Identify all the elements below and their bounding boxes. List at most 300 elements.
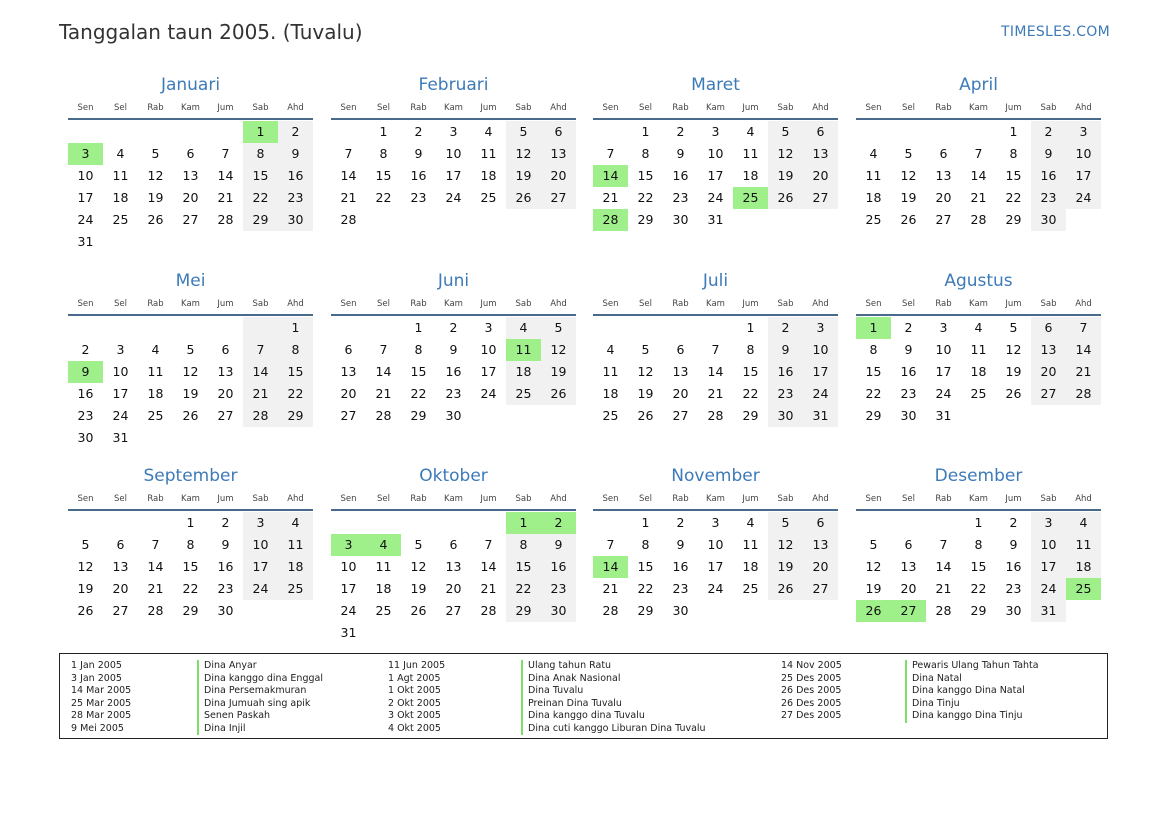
holiday-name: Preinan Dina Tuvalu bbox=[521, 698, 706, 711]
day-cell: 13 bbox=[340, 364, 357, 379]
day-cell: 18 bbox=[147, 386, 164, 401]
day-cell: 27 bbox=[803, 578, 838, 600]
day-cell: 16 bbox=[445, 364, 462, 379]
holiday-day: 4 bbox=[366, 534, 401, 556]
days-grid bbox=[856, 121, 1101, 231]
day-cell: 20 bbox=[803, 556, 838, 578]
day-cell: 9 bbox=[541, 534, 576, 556]
day-cell: 31 bbox=[340, 625, 357, 640]
empty-cell bbox=[138, 317, 173, 339]
weekday-label: Sel bbox=[377, 299, 390, 309]
day-cell: 28 bbox=[243, 405, 278, 427]
weekday-label: Sel bbox=[114, 103, 127, 113]
holiday-date: 3 Okt 2005 bbox=[388, 710, 441, 721]
day-cell: 15 bbox=[506, 556, 541, 578]
empty-cell bbox=[331, 512, 366, 534]
day-cell: 8 bbox=[641, 537, 650, 552]
weekday-label: Rab bbox=[935, 494, 952, 504]
month-divider bbox=[331, 509, 576, 511]
month-divider bbox=[68, 509, 313, 511]
holiday-name: Dina Jumuah sing apik bbox=[197, 698, 323, 711]
month-name: Mei bbox=[175, 271, 206, 291]
day-cell: 10 bbox=[1066, 143, 1101, 165]
day-cell: 25 bbox=[112, 212, 129, 227]
day-cell: 5 bbox=[541, 317, 576, 339]
day-cell: 19 bbox=[147, 190, 164, 205]
day-cell: 18 bbox=[742, 559, 759, 574]
day-cell: 26 bbox=[410, 603, 427, 618]
weekday-label: Rab bbox=[672, 494, 689, 504]
weekday-label: Rab bbox=[410, 494, 427, 504]
holiday-day: 26 bbox=[856, 600, 891, 622]
weekday-label: Kam bbox=[706, 494, 725, 504]
day-cell: 23 bbox=[768, 383, 803, 405]
month-juli bbox=[593, 269, 838, 427]
day-cell: 19 bbox=[637, 386, 654, 401]
holiday-day: 3 bbox=[68, 143, 103, 165]
day-cell: 20 bbox=[900, 581, 917, 596]
weekday-label: Jum bbox=[742, 299, 759, 309]
day-cell: 15 bbox=[637, 559, 654, 574]
day-cell: 30 bbox=[900, 408, 917, 423]
weekday-label: Ahd bbox=[287, 103, 304, 113]
month-divider bbox=[593, 314, 838, 316]
weekday-label: Sel bbox=[902, 103, 915, 113]
day-cell: 9 bbox=[1009, 537, 1018, 552]
day-cell: 19 bbox=[182, 386, 199, 401]
holiday-date: 27 Des 2005 bbox=[781, 710, 842, 721]
empty-cell bbox=[208, 121, 243, 143]
day-cell: 6 bbox=[344, 342, 353, 357]
day-cell: 19 bbox=[768, 165, 803, 187]
page-title: Tanggalan taun 2005. (Tuvalu) bbox=[59, 20, 363, 44]
holiday-name: Dina kanggo Dina Tinju bbox=[905, 710, 1039, 723]
day-cell: 12 bbox=[506, 143, 541, 165]
day-cell: 1 bbox=[278, 317, 313, 339]
day-cell: 30 bbox=[672, 212, 689, 227]
day-cell: 20 bbox=[672, 386, 689, 401]
day-cell: 12 bbox=[768, 143, 803, 165]
holiday-date: 14 Nov 2005 bbox=[781, 660, 842, 671]
month-divider bbox=[593, 118, 838, 120]
day-cell: 7 bbox=[939, 537, 948, 552]
empty-cell bbox=[331, 317, 366, 339]
day-cell: 22 bbox=[970, 581, 987, 596]
day-cell: 22 bbox=[278, 383, 313, 405]
weekday-label: Sel bbox=[114, 494, 127, 504]
holiday-legend bbox=[59, 653, 1108, 739]
day-cell: 21 bbox=[935, 581, 952, 596]
day-cell: 19 bbox=[900, 190, 917, 205]
day-cell: 13 bbox=[217, 364, 234, 379]
holiday-name: Dina Natal bbox=[905, 673, 1039, 686]
day-cell: 22 bbox=[865, 386, 882, 401]
day-cell: 5 bbox=[151, 146, 160, 161]
day-cell: 29 bbox=[637, 603, 654, 618]
empty-cell bbox=[138, 121, 173, 143]
day-cell: 1 bbox=[379, 124, 388, 139]
day-cell: 10 bbox=[707, 146, 724, 161]
day-cell: 14 bbox=[217, 168, 234, 183]
day-cell: 24 bbox=[707, 581, 724, 596]
day-cell: 28 bbox=[340, 212, 357, 227]
legend-names-column bbox=[197, 660, 323, 735]
day-cell: 15 bbox=[742, 364, 759, 379]
day-cell: 22 bbox=[637, 190, 654, 205]
day-cell: 8 bbox=[974, 537, 983, 552]
day-cell: 13 bbox=[803, 534, 838, 556]
day-cell: 14 bbox=[340, 168, 357, 183]
weekday-header bbox=[593, 492, 838, 506]
day-cell: 7 bbox=[1066, 317, 1101, 339]
day-cell: 12 bbox=[541, 339, 576, 361]
day-cell: 26 bbox=[1005, 386, 1022, 401]
day-cell: 25 bbox=[480, 190, 497, 205]
day-cell: 25 bbox=[865, 212, 882, 227]
holiday-name: Dina kanggo dina Tuvalu bbox=[521, 710, 706, 723]
empty-cell bbox=[331, 121, 366, 143]
day-cell: 8 bbox=[641, 146, 650, 161]
month-agustus bbox=[856, 269, 1101, 427]
day-cell: 13 bbox=[672, 364, 689, 379]
day-cell: 3 bbox=[803, 317, 838, 339]
day-cell: 14 bbox=[375, 364, 392, 379]
month-divider bbox=[68, 118, 313, 120]
holiday-date: 25 Des 2005 bbox=[781, 672, 842, 684]
day-cell: 30 bbox=[278, 209, 313, 231]
day-cell: 22 bbox=[182, 581, 199, 596]
holiday-date: 1 Jan 2005 bbox=[71, 660, 122, 671]
empty-cell bbox=[103, 317, 138, 339]
weekday-label: Jum bbox=[742, 494, 759, 504]
month-november bbox=[593, 464, 838, 622]
day-cell: 19 bbox=[77, 581, 94, 596]
day-cell: 27 bbox=[935, 212, 952, 227]
day-cell: 29 bbox=[243, 209, 278, 231]
day-cell: 17 bbox=[1066, 165, 1101, 187]
day-cell: 1 bbox=[1009, 124, 1018, 139]
weekday-label: Ahd bbox=[287, 299, 304, 309]
day-cell: 9 bbox=[904, 342, 913, 357]
day-cell: 17 bbox=[243, 556, 278, 578]
day-cell: 16 bbox=[672, 559, 689, 574]
day-cell: 21 bbox=[707, 386, 724, 401]
day-cell: 23 bbox=[77, 408, 94, 423]
day-cell: 5 bbox=[904, 146, 913, 161]
day-cell: 15 bbox=[1005, 168, 1022, 183]
day-cell: 3 bbox=[484, 320, 493, 335]
holiday-day: 14 bbox=[593, 556, 628, 578]
weekday-label: Ahd bbox=[550, 103, 567, 113]
day-cell: 24 bbox=[112, 408, 129, 423]
day-cell: 24 bbox=[77, 212, 94, 227]
weekday-label: Sab bbox=[1040, 299, 1057, 309]
holiday-date: 11 Jun 2005 bbox=[388, 660, 446, 671]
weekday-label: Kam bbox=[706, 299, 725, 309]
weekday-label: Kam bbox=[444, 494, 463, 504]
day-cell: 14 bbox=[147, 559, 164, 574]
day-cell: 25 bbox=[602, 408, 619, 423]
day-cell: 5 bbox=[1009, 320, 1018, 335]
day-cell: 25 bbox=[278, 578, 313, 600]
weekday-label: Sab bbox=[252, 494, 269, 504]
day-cell: 26 bbox=[182, 408, 199, 423]
weekday-label: Kam bbox=[969, 494, 988, 504]
day-cell: 10 bbox=[340, 559, 357, 574]
weekday-label: Rab bbox=[935, 299, 952, 309]
day-cell: 18 bbox=[602, 386, 619, 401]
days-grid bbox=[856, 512, 1101, 622]
day-cell: 6 bbox=[449, 537, 458, 552]
day-cell: 21 bbox=[1066, 361, 1101, 383]
days-grid bbox=[856, 317, 1101, 427]
month-januari bbox=[68, 73, 313, 253]
weekday-label: Rab bbox=[410, 299, 427, 309]
day-cell: 21 bbox=[147, 581, 164, 596]
day-cell: 13 bbox=[935, 168, 952, 183]
day-cell: 19 bbox=[768, 556, 803, 578]
month-name: Oktober bbox=[419, 466, 488, 486]
holiday-day: 25 bbox=[1066, 578, 1101, 600]
day-cell: 23 bbox=[217, 581, 234, 596]
holiday-name: Dina Anyar bbox=[197, 660, 323, 673]
day-cell: 1 bbox=[974, 515, 983, 530]
holiday-date: 14 Mar 2005 bbox=[71, 685, 132, 696]
day-cell: 20 bbox=[340, 386, 357, 401]
day-cell: 26 bbox=[541, 383, 576, 405]
day-cell: 17 bbox=[935, 364, 952, 379]
day-cell: 7 bbox=[711, 342, 720, 357]
weekday-label: Sen bbox=[340, 103, 357, 113]
month-divider bbox=[856, 118, 1101, 120]
month-name: Juli bbox=[702, 271, 729, 291]
day-cell: 3 bbox=[116, 342, 125, 357]
day-cell: 8 bbox=[379, 146, 388, 161]
weekday-label: Jum bbox=[1005, 299, 1022, 309]
day-cell: 20 bbox=[217, 386, 234, 401]
day-cell: 11 bbox=[112, 168, 129, 183]
day-cell: 9 bbox=[676, 146, 685, 161]
day-cell: 12 bbox=[182, 364, 199, 379]
holiday-day: 2 bbox=[541, 512, 576, 534]
day-cell: 6 bbox=[803, 121, 838, 143]
holiday-date: 25 Mar 2005 bbox=[71, 697, 132, 709]
days-grid bbox=[68, 512, 313, 622]
day-cell: 13 bbox=[445, 559, 462, 574]
day-cell: 18 bbox=[742, 168, 759, 183]
day-cell: 15 bbox=[243, 165, 278, 187]
weekday-label: Sab bbox=[1040, 494, 1057, 504]
month-divider bbox=[331, 118, 576, 120]
brand-link[interactable]: TIMESLES.COM bbox=[1001, 24, 1110, 40]
day-cell: 21 bbox=[243, 383, 278, 405]
days-grid bbox=[593, 512, 838, 622]
day-cell: 11 bbox=[147, 364, 164, 379]
day-cell: 23 bbox=[445, 386, 462, 401]
day-cell: 2 bbox=[768, 317, 803, 339]
day-cell: 25 bbox=[970, 386, 987, 401]
holiday-date: 2 Okt 2005 bbox=[388, 697, 441, 709]
day-cell: 16 bbox=[768, 361, 803, 383]
day-cell: 17 bbox=[707, 168, 724, 183]
holiday-date: 9 Mei 2005 bbox=[71, 722, 124, 734]
holiday-name: Pewaris Ulang Tahun Tahta bbox=[905, 660, 1039, 673]
weekday-label: Jum bbox=[217, 494, 234, 504]
day-cell: 29 bbox=[278, 405, 313, 427]
weekday-label: Ahd bbox=[550, 299, 567, 309]
day-cell: 16 bbox=[217, 559, 234, 574]
day-cell: 27 bbox=[217, 408, 234, 423]
day-cell: 12 bbox=[900, 168, 917, 183]
holiday-name: Dina Persemakmuran bbox=[197, 685, 323, 698]
holiday-day: 1 bbox=[856, 317, 891, 339]
month-name: Desember bbox=[934, 466, 1023, 486]
day-cell: 30 bbox=[541, 600, 576, 622]
holiday-day: 25 bbox=[733, 187, 768, 209]
day-cell: 29 bbox=[637, 212, 654, 227]
empty-cell bbox=[366, 317, 401, 339]
empty-cell bbox=[436, 512, 471, 534]
month-name: Maret bbox=[691, 75, 740, 95]
holiday-date: 26 Des 2005 bbox=[781, 697, 842, 709]
day-cell: 24 bbox=[243, 578, 278, 600]
day-cell: 26 bbox=[768, 187, 803, 209]
day-cell: 23 bbox=[900, 386, 917, 401]
days-grid bbox=[593, 317, 838, 427]
month-name: Juni bbox=[437, 271, 470, 291]
day-cell: 20 bbox=[182, 190, 199, 205]
empty-cell bbox=[926, 121, 961, 143]
weekday-label: Ahd bbox=[812, 103, 829, 113]
day-cell: 19 bbox=[1005, 364, 1022, 379]
day-cell: 21 bbox=[480, 581, 497, 596]
weekday-label: Kam bbox=[444, 103, 463, 113]
day-cell: 10 bbox=[480, 342, 497, 357]
month-mei bbox=[68, 269, 313, 449]
empty-cell bbox=[471, 512, 506, 534]
day-cell: 2 bbox=[676, 515, 685, 530]
day-cell: 21 bbox=[602, 581, 619, 596]
day-cell: 22 bbox=[506, 578, 541, 600]
day-cell: 24 bbox=[803, 383, 838, 405]
days-grid bbox=[331, 512, 576, 644]
month-divider bbox=[856, 314, 1101, 316]
empty-cell bbox=[891, 512, 926, 534]
day-cell: 17 bbox=[445, 168, 462, 183]
month-februari bbox=[331, 73, 576, 231]
day-cell: 28 bbox=[147, 603, 164, 618]
day-cell: 29 bbox=[970, 603, 987, 618]
empty-cell bbox=[173, 121, 208, 143]
day-cell: 1 bbox=[414, 320, 423, 335]
day-cell: 8 bbox=[278, 339, 313, 361]
empty-cell bbox=[401, 512, 436, 534]
weekday-label: Ahd bbox=[812, 299, 829, 309]
day-cell: 21 bbox=[217, 190, 234, 205]
day-cell: 16 bbox=[1031, 165, 1066, 187]
day-cell: 27 bbox=[672, 408, 689, 423]
empty-cell bbox=[856, 512, 891, 534]
day-cell: 14 bbox=[707, 364, 724, 379]
weekday-label: Jum bbox=[480, 299, 497, 309]
day-cell: 4 bbox=[974, 320, 983, 335]
day-cell: 1 bbox=[746, 320, 755, 335]
weekday-label: Kam bbox=[181, 494, 200, 504]
day-cell: 13 bbox=[112, 559, 129, 574]
empty-cell bbox=[68, 121, 103, 143]
day-cell: 5 bbox=[186, 342, 195, 357]
day-cell: 11 bbox=[742, 146, 759, 161]
day-cell: 28 bbox=[935, 603, 952, 618]
day-cell: 6 bbox=[541, 121, 576, 143]
empty-cell bbox=[366, 512, 401, 534]
day-cell: 7 bbox=[379, 342, 388, 357]
day-cell: 13 bbox=[803, 143, 838, 165]
weekday-label: Sab bbox=[515, 103, 532, 113]
month-divider bbox=[68, 314, 313, 316]
empty-cell bbox=[173, 317, 208, 339]
holiday-day: 1 bbox=[243, 121, 278, 143]
day-cell: 23 bbox=[672, 190, 689, 205]
holiday-day: 3 bbox=[331, 534, 366, 556]
day-cell: 20 bbox=[445, 581, 462, 596]
day-cell: 28 bbox=[1066, 383, 1101, 405]
day-cell: 2 bbox=[1031, 121, 1066, 143]
weekday-label: Sab bbox=[777, 299, 794, 309]
day-cell: 20 bbox=[935, 190, 952, 205]
day-cell: 14 bbox=[970, 168, 987, 183]
month-name: Januari bbox=[160, 75, 221, 95]
day-cell: 15 bbox=[970, 559, 987, 574]
month-april bbox=[856, 73, 1101, 231]
empty-cell bbox=[891, 121, 926, 143]
day-cell: 26 bbox=[637, 408, 654, 423]
day-cell: 28 bbox=[480, 603, 497, 618]
month-name: Februari bbox=[418, 75, 489, 95]
day-cell: 24 bbox=[480, 386, 497, 401]
day-cell: 16 bbox=[1005, 559, 1022, 574]
holiday-date: 1 Agt 2005 bbox=[388, 672, 441, 684]
day-cell: 5 bbox=[869, 537, 878, 552]
holiday-date: 26 Des 2005 bbox=[781, 685, 842, 696]
day-cell: 31 bbox=[112, 430, 129, 445]
day-cell: 4 bbox=[278, 512, 313, 534]
month-divider bbox=[856, 509, 1101, 511]
day-cell: 7 bbox=[974, 146, 983, 161]
day-cell: 11 bbox=[278, 534, 313, 556]
day-cell: 6 bbox=[116, 537, 125, 552]
month-desember bbox=[856, 464, 1101, 622]
days-grid bbox=[68, 317, 313, 449]
empty-cell bbox=[698, 317, 733, 339]
holiday-name: Dina Tinju bbox=[905, 698, 1039, 711]
day-cell: 27 bbox=[1031, 383, 1066, 405]
day-cell: 27 bbox=[182, 212, 199, 227]
weekday-header bbox=[68, 297, 313, 311]
day-cell: 13 bbox=[1031, 339, 1066, 361]
weekday-label: Sen bbox=[602, 299, 619, 309]
day-cell: 23 bbox=[278, 187, 313, 209]
weekday-header bbox=[68, 101, 313, 115]
weekday-label: Sel bbox=[639, 299, 652, 309]
weekday-label: Sen bbox=[77, 103, 94, 113]
weekday-label: Sab bbox=[515, 494, 532, 504]
day-cell: 28 bbox=[217, 212, 234, 227]
day-cell: 7 bbox=[221, 146, 230, 161]
day-cell: 2 bbox=[221, 515, 230, 530]
day-cell: 18 bbox=[970, 364, 987, 379]
weekday-label: Ahd bbox=[1075, 494, 1092, 504]
